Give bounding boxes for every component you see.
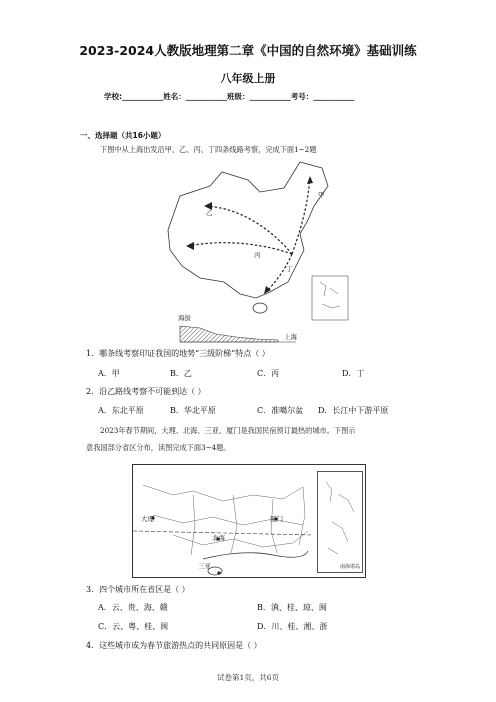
- intro-q1-2: 下图中从上海出发沿甲、乙、丙、丁四条线路考察，完成下面1~2题: [100, 145, 317, 154]
- q1-option-d[interactable]: D．丁: [342, 369, 365, 378]
- label-jia: 甲: [318, 191, 325, 199]
- route-bing: [188, 243, 292, 254]
- coastline: [203, 551, 308, 559]
- hainan-outline: [253, 303, 267, 313]
- elevation-profile: [178, 318, 298, 344]
- inset-caption: 南海诸岛: [339, 564, 360, 570]
- label-dali: 大理: [141, 515, 154, 523]
- southern-china-map-frame: [132, 464, 366, 578]
- section-heading: 一、选择题（共16小题）: [80, 131, 166, 140]
- question-2-stem: 2．沿乙路线考察不可能到达（ ）: [86, 387, 206, 396]
- label-beihai: 北海: [212, 534, 225, 542]
- q3-option-a[interactable]: A．云、贵、海、赣: [98, 603, 168, 612]
- student-info-line: 学校:___________姓名：___________班级：___________考号：___________: [104, 92, 355, 101]
- q3-option-d[interactable]: D．川、桂、湘、浙: [257, 622, 328, 631]
- q2-option-a[interactable]: A．东北平原: [98, 406, 144, 415]
- route-jia-arrow: [307, 176, 313, 184]
- south-china-sea-inset: [317, 471, 363, 573]
- q2-option-d[interactable]: D．长江中下游平原: [318, 406, 389, 415]
- south-china-sea-islands: [318, 472, 362, 572]
- province-borders: [143, 485, 308, 555]
- china-outline: [168, 162, 328, 298]
- intro-q3-4-line2: 意我国部分省区分布，读图完成下面3~4题。: [86, 443, 231, 452]
- page-subtitle: 八年级上册: [220, 72, 276, 85]
- south-sea-inset: [312, 276, 348, 320]
- label-yi: 乙: [206, 209, 213, 217]
- route-jia: [292, 178, 310, 254]
- route-ding: [266, 254, 292, 292]
- question-1-stem: 1．哪条线考察印证我国的地势“三级阶梯”特点（ ）: [86, 349, 270, 358]
- intro-q3-4-line1: 2023年春节期间，大理、北海、三亚、厦门是我国民宿预订最热的城市。下图示: [100, 426, 356, 435]
- label-sanya: 三亚: [198, 562, 211, 570]
- profile-terrain: [180, 326, 278, 342]
- q1-option-c[interactable]: C．丙: [257, 369, 280, 378]
- profile-label-altitude: 海拔: [178, 314, 191, 322]
- q2-option-c[interactable]: C．准噶尔盆: [257, 406, 304, 415]
- profile-label-shanghai: 上海: [284, 333, 297, 341]
- question-4-stem: 4．这些城市成为春节旅游热点的共同原因是（ ）: [86, 641, 262, 650]
- label-xiamen: 厦门: [270, 515, 283, 523]
- q3-option-c[interactable]: C．云、粤、桂、闽: [98, 622, 169, 631]
- sanya-marker: [217, 571, 220, 574]
- route-bing-arrow: [186, 242, 194, 250]
- question-3-stem: 3．四个城市所在省区是（ ）: [86, 585, 190, 594]
- q3-option-b[interactable]: B．滇、桂、琼、闽: [257, 603, 327, 612]
- q1-option-a[interactable]: A．甲: [98, 369, 120, 378]
- label-bing: 丙: [254, 251, 261, 259]
- label-ding: 丁: [286, 265, 293, 273]
- page-title: 2023-2024人教版地理第二章《中国的自然环境》基础训练: [79, 43, 417, 58]
- q1-option-b[interactable]: B．乙: [170, 369, 192, 378]
- page-footer: 试卷第1页，共6页: [216, 673, 280, 682]
- route-yi: [206, 206, 292, 254]
- q2-option-b[interactable]: B．华北平原: [170, 406, 216, 415]
